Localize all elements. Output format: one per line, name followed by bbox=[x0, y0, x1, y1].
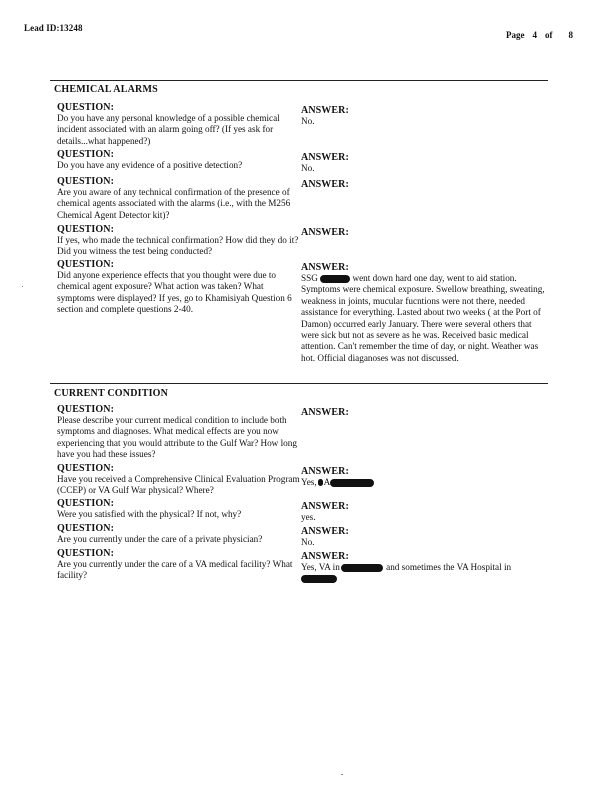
question-label: QUESTION: bbox=[57, 523, 115, 534]
redaction-mark bbox=[318, 479, 323, 486]
answer-label: ANSWER: bbox=[301, 152, 349, 163]
answer-text: yes. bbox=[301, 512, 316, 522]
answer-text bbox=[301, 477, 549, 488]
answer-label: ANSWER: bbox=[301, 179, 349, 190]
answer-label: ANSWER: bbox=[301, 262, 349, 273]
answer-block bbox=[301, 523, 549, 548]
answer-body: and sometimes the VA Hospital in bbox=[386, 562, 512, 572]
answer-block bbox=[301, 404, 549, 418]
question-label: QUESTION: bbox=[57, 548, 115, 559]
page-indicator bbox=[506, 30, 573, 40]
scan-speck bbox=[341, 774, 343, 775]
answer-body: went down hard one day, went to aid station. Symptoms were chemical exposure. Swellow breathing, sweating, weakness in joints, mucular fucntions were not there, needed assistance for everything. Lasted about two weeks ( at the Port of Damon) occurred early January. There were several others that were sick but not as severe as he was. Received basic medical attention. Can't remember the time of day, or night. Weather was hot. Official diaganoses was not discussed. bbox=[301, 273, 545, 363]
answer-block bbox=[301, 498, 549, 523]
page-of-label: of bbox=[545, 30, 553, 40]
question-text: Did anyone experience effects that you thought were due to chemical agent exposure? What action was taken? What symptoms were displayed? If yes, go to Khamisiyah Question 6 section and complete questions 2-40. bbox=[57, 270, 292, 315]
page-number: 4 bbox=[532, 30, 537, 40]
answer-label: ANSWER: bbox=[301, 407, 349, 418]
answer-block bbox=[301, 102, 549, 127]
scan-speck bbox=[22, 286, 23, 287]
answer-text bbox=[301, 562, 551, 585]
answer-label: ANSWER: bbox=[301, 551, 349, 562]
answer-block bbox=[301, 149, 549, 174]
answer-text: No. bbox=[301, 163, 315, 173]
redaction-mark bbox=[341, 564, 383, 572]
answer-text: No. bbox=[301, 116, 315, 126]
qa-item bbox=[57, 102, 547, 147]
answer-text: No. bbox=[301, 537, 315, 547]
question-label: QUESTION: bbox=[57, 498, 115, 509]
lead-id: Lead ID:13248 bbox=[24, 23, 83, 33]
section-divider bbox=[50, 383, 548, 384]
question-label: QUESTION: bbox=[57, 463, 115, 474]
redaction-mark bbox=[301, 575, 337, 583]
section-divider bbox=[50, 80, 548, 81]
answer-block bbox=[301, 224, 549, 238]
answer-block bbox=[301, 259, 549, 364]
page-total: 8 bbox=[568, 30, 573, 40]
qa-item bbox=[57, 176, 547, 221]
answer-block bbox=[301, 176, 549, 190]
question-text: Do you have any personal knowledge of a possible chemical incident associated with an alarm going off? (If yes ask for details...what happened?) bbox=[57, 113, 280, 146]
answer-prefix: Yes, bbox=[301, 477, 317, 487]
page-label: Page bbox=[506, 30, 525, 40]
qa-item bbox=[57, 498, 547, 520]
question-label: QUESTION: bbox=[57, 102, 115, 113]
redaction-mark bbox=[320, 275, 350, 283]
question-text: Please describe your current medical condition to include both symptoms and diagnoses. What medical effects are you now experiencing that you would attribute to the Gulf War? How long have you had these issues? bbox=[57, 415, 297, 460]
answer-block bbox=[301, 463, 549, 488]
qa-item bbox=[57, 463, 547, 497]
answer-label: ANSWER: bbox=[301, 526, 349, 537]
qa-item bbox=[57, 404, 547, 461]
question-text: Are you currently under the care of a VA medical facility? What facility? bbox=[57, 559, 293, 581]
section-title-chemical-alarms: CHEMICAL ALARMS bbox=[54, 84, 158, 95]
answer-prefix: SSG bbox=[301, 273, 318, 283]
question-text: Are you currently under the care of a private physician? bbox=[57, 534, 263, 544]
answer-label: ANSWER: bbox=[301, 105, 349, 116]
qa-item bbox=[57, 259, 547, 363]
answer-mid: A bbox=[323, 477, 331, 487]
answer-label: ANSWER: bbox=[301, 501, 349, 512]
answer-label: ANSWER: bbox=[301, 227, 349, 238]
qa-item bbox=[57, 523, 547, 545]
answer-block bbox=[301, 548, 549, 585]
answer-text bbox=[301, 273, 549, 364]
section-title-current-condition: CURRENT CONDITION bbox=[54, 388, 169, 399]
answer-prefix: Yes, VA in bbox=[301, 562, 340, 572]
question-label: QUESTION: bbox=[57, 259, 115, 270]
qa-item bbox=[57, 548, 547, 582]
answer-label: ANSWER: bbox=[301, 466, 349, 477]
question-label: QUESTION: bbox=[57, 176, 115, 187]
qa-item bbox=[57, 149, 547, 171]
question-text: Do you have any evidence of a positive detection? bbox=[57, 160, 243, 170]
redaction-mark bbox=[330, 479, 374, 487]
question-text: Are you aware of any technical confirmation of the presence of chemical agents associated with the alarms (i.e., with the M256 Chemical Agent Detector kit)? bbox=[57, 187, 291, 220]
question-label: QUESTION: bbox=[57, 149, 115, 160]
qa-item bbox=[57, 224, 547, 258]
question-text: If yes, who made the technical confirmation? How did they do it? Did you witness the test being conducted? bbox=[57, 235, 299, 257]
question-label: QUESTION: bbox=[57, 404, 115, 415]
question-text: Have you received a Comprehensive Clinical Evaluation Program (CCEP) or VA Gulf War physical? Where? bbox=[57, 474, 300, 496]
question-label: QUESTION: bbox=[57, 224, 115, 235]
question-text: Were you satisfied with the physical? If not, why? bbox=[57, 509, 242, 519]
